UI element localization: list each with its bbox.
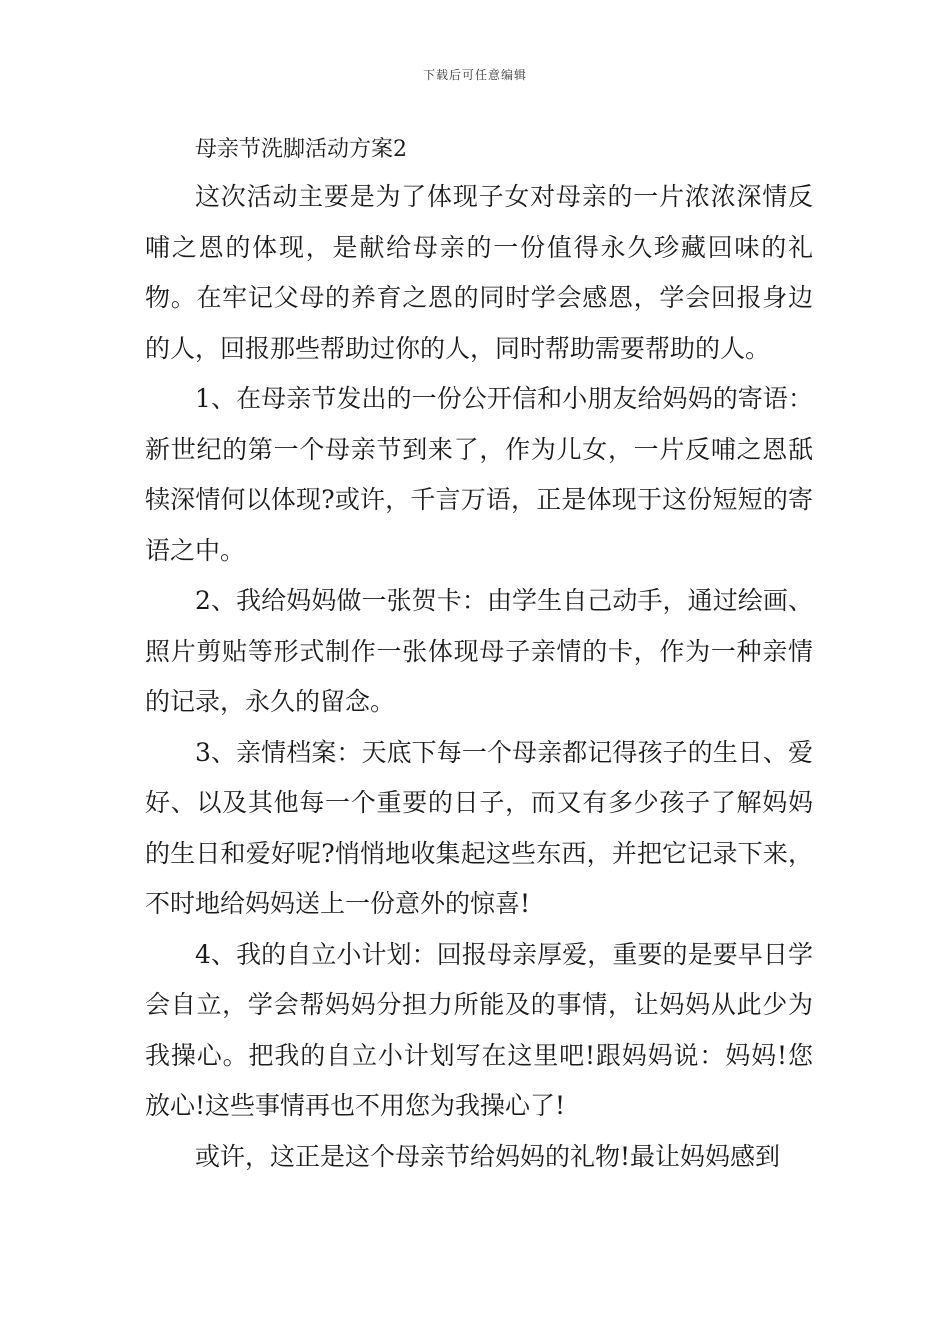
paragraph-intro: 这次活动主要是为了体现子女对母亲的一片浓浓深情反哺之恩的体现，是献给母亲的一份值得永久珍藏回味的礼物。在牢记父母的养育之恩的同时学会感恩，学会回报身边的人，回报那些帮助过你的人，同时帮助需要帮助的人。 — [145, 182, 813, 363]
page-header-note: 下载后可任意编辑 — [422, 68, 527, 82]
document-body — [145, 128, 813, 1182]
paragraph-item-2: 2、我给妈妈做一张贺卡：由学生自己动手，通过绘画、照片剪贴等形式制作一张体现母子亲情的卡，作为一种亲情的记录，永久的留念。 — [145, 586, 813, 716]
paragraph-item-3: 3、亲情档案：天底下每一个母亲都记得孩子的生日、爱好、以及其他每一个重要的日子，而又有多少孩子了解妈妈的生日和爱好呢?悄悄地收集起这些东西，并把它记录下来，不时地给妈妈送上一份意外的惊喜! — [145, 737, 813, 918]
paragraph-item-1: 1、在母亲节发出的一份公开信和小朋友给妈妈的寄语：新世纪的第一个母亲节到来了，作为儿女，一片反哺之恩舐犊深情何以体现?或许，千言万语，正是体现于这份短短的寄语之中。 — [145, 384, 813, 565]
paragraph-item-4: 4、我的自立小计划：回报母亲厚爱，重要的是要早日学会自立，学会帮妈妈分担力所能及的事情，让妈妈从此少为我操心。把我的自立小计划写在这里吧!跟妈妈说：妈妈!您放心!这些事情再也不用您为我操心了! — [145, 939, 813, 1120]
document-title: 母亲节洗脚活动方案2 — [195, 137, 407, 162]
paragraph-closing: 或许，这正是这个母亲节给妈妈的礼物!最让妈妈感到 — [195, 1141, 781, 1171]
